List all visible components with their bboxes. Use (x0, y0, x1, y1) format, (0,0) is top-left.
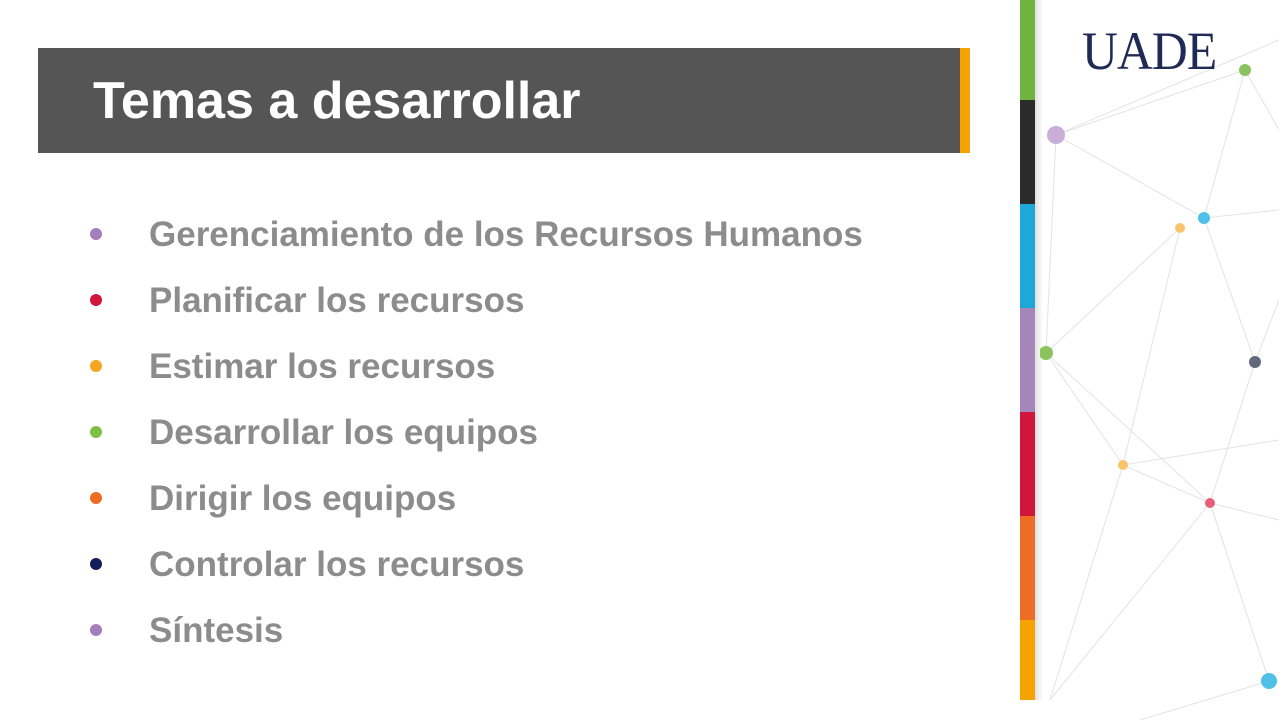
bullet-dot-icon (90, 492, 102, 504)
color-stripe-segment (1020, 0, 1035, 100)
topic-label: Gerenciamiento de los Recursos Humanos (149, 214, 863, 254)
bullet-dot-icon (90, 426, 102, 438)
slide-title: Temas a desarrollar (93, 71, 581, 130)
topic-label: Desarrollar los equipos (149, 412, 539, 452)
color-stripe-segment (1020, 204, 1035, 308)
bullet-dot-icon (90, 558, 102, 570)
color-stripe-segment (1020, 100, 1035, 204)
bullet-dot-icon (90, 624, 102, 636)
topic-item (0, 333, 980, 399)
color-stripe-segment (1020, 308, 1035, 412)
title-bar (38, 48, 960, 153)
color-stripe-segment (1020, 620, 1035, 700)
topic-item (0, 267, 980, 333)
network-decoration-icon (1040, 0, 1279, 720)
topic-item (0, 531, 980, 597)
topic-item (0, 201, 980, 267)
bullet-dot-icon (90, 294, 102, 306)
bullet-dot-icon (90, 360, 102, 372)
topic-label: Controlar los recursos (149, 544, 525, 584)
uade-logo: UADE (1082, 21, 1217, 81)
bullet-dot-icon (90, 228, 102, 240)
topic-list (0, 201, 980, 663)
color-stripe-segment (1020, 412, 1035, 516)
topic-label: Planificar los recursos (149, 280, 525, 320)
title-accent-bar (960, 48, 970, 153)
topic-label: Dirigir los equipos (149, 478, 457, 518)
topic-label: Estimar los recursos (149, 346, 496, 386)
topic-label: Síntesis (149, 610, 284, 650)
topic-item (0, 597, 980, 663)
topic-item (0, 399, 980, 465)
topic-item (0, 465, 980, 531)
color-stripe-segment (1020, 516, 1035, 620)
